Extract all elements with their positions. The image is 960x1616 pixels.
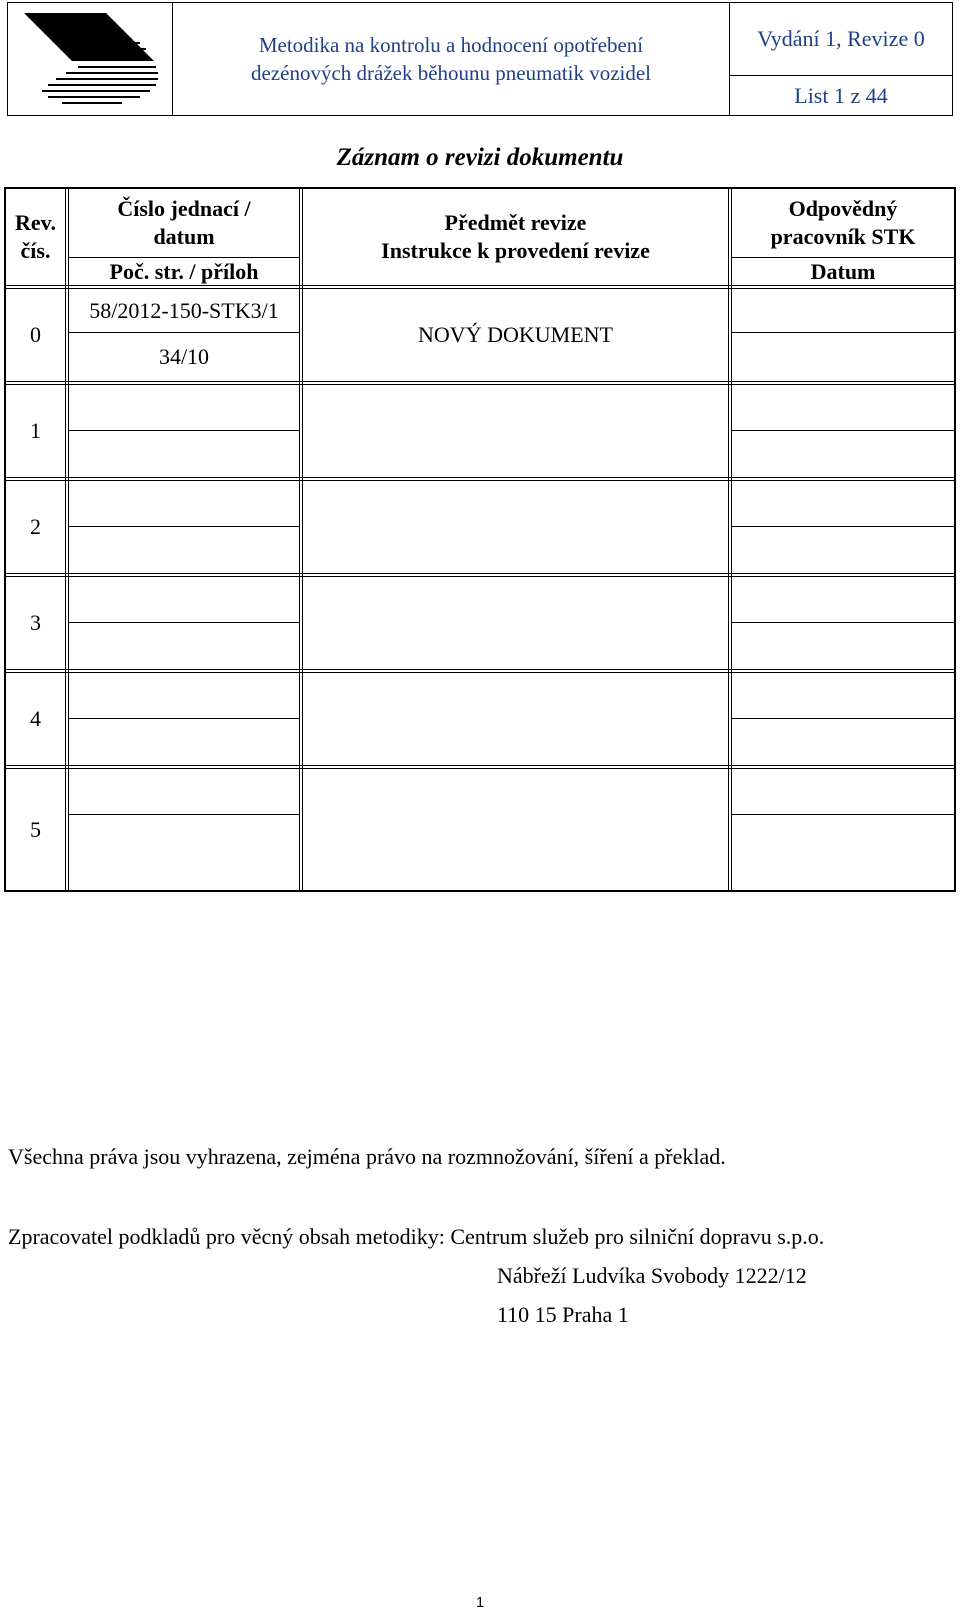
- header-subject: [303, 189, 728, 285]
- header-reference: [69, 189, 299, 257]
- header-rev-line-1: Rev.: [15, 210, 56, 235]
- header-responsible: [732, 189, 954, 257]
- document-title: [173, 3, 730, 115]
- author-line: Zpracovatel podkladů pro věcný obsah metodiky: Centrum služeb pro silniční dopravu s.p.o.: [8, 1224, 825, 1249]
- header-pages: Poč. str. / příloh: [109, 258, 259, 284]
- document-header: [7, 2, 953, 116]
- revision-table: [4, 187, 956, 892]
- header-reference-line-1: Číslo jednací /: [117, 196, 251, 221]
- document-title-line-2: dezénových drážek běhounu pneumatik vozidel: [250, 61, 651, 85]
- row-3-rev: 3: [30, 610, 41, 635]
- header-subject-line-2: Instrukce k provedení revize: [381, 238, 650, 263]
- header-rev-line-2: čís.: [20, 238, 51, 263]
- row-0-reference: 58/2012-150-STK3/1: [89, 297, 279, 323]
- header-subject-line-1: Předmět revize: [444, 210, 587, 235]
- author-city: 110 15 Praha 1: [497, 1302, 629, 1327]
- row-5-rev: 5: [30, 816, 41, 842]
- sheet-counter: List 1 z 44: [794, 82, 888, 108]
- row-0-rev: 0: [30, 322, 41, 347]
- organization-logo-icon: [22, 9, 160, 105]
- edition-label: Vydání 1, Revize 0: [730, 3, 952, 76]
- page-number: 1: [475, 1594, 485, 1611]
- header-date: Datum: [810, 258, 876, 284]
- row-1-rev: 1: [30, 418, 41, 443]
- header-rev-number: [6, 189, 65, 285]
- row-0-subject: NOVÝ DOKUMENT: [418, 322, 613, 347]
- revision-record-title: Záznam o revizi dokumentu: [336, 144, 624, 171]
- edition-block: [730, 3, 952, 115]
- row-0-pages: 34/10: [158, 344, 210, 369]
- header-reference-line-2: datum: [153, 224, 215, 249]
- rights-notice: Všechna práva jsou vyhrazena, zejména právo na rozmnožování, šíření a překlad.: [8, 1144, 726, 1169]
- author-street: Nábřeží Ludvíka Svobody 1222/12: [497, 1263, 807, 1288]
- document-title-line-1: Metodika na kontrolu a hodnocení opotřebení: [258, 33, 644, 57]
- logo-cell: [8, 3, 173, 115]
- header-responsible-line-1: Odpovědný: [788, 196, 898, 221]
- row-2-rev: 2: [30, 514, 41, 539]
- row-4-rev: 4: [30, 706, 41, 731]
- header-responsible-line-2: pracovník STK: [770, 224, 916, 249]
